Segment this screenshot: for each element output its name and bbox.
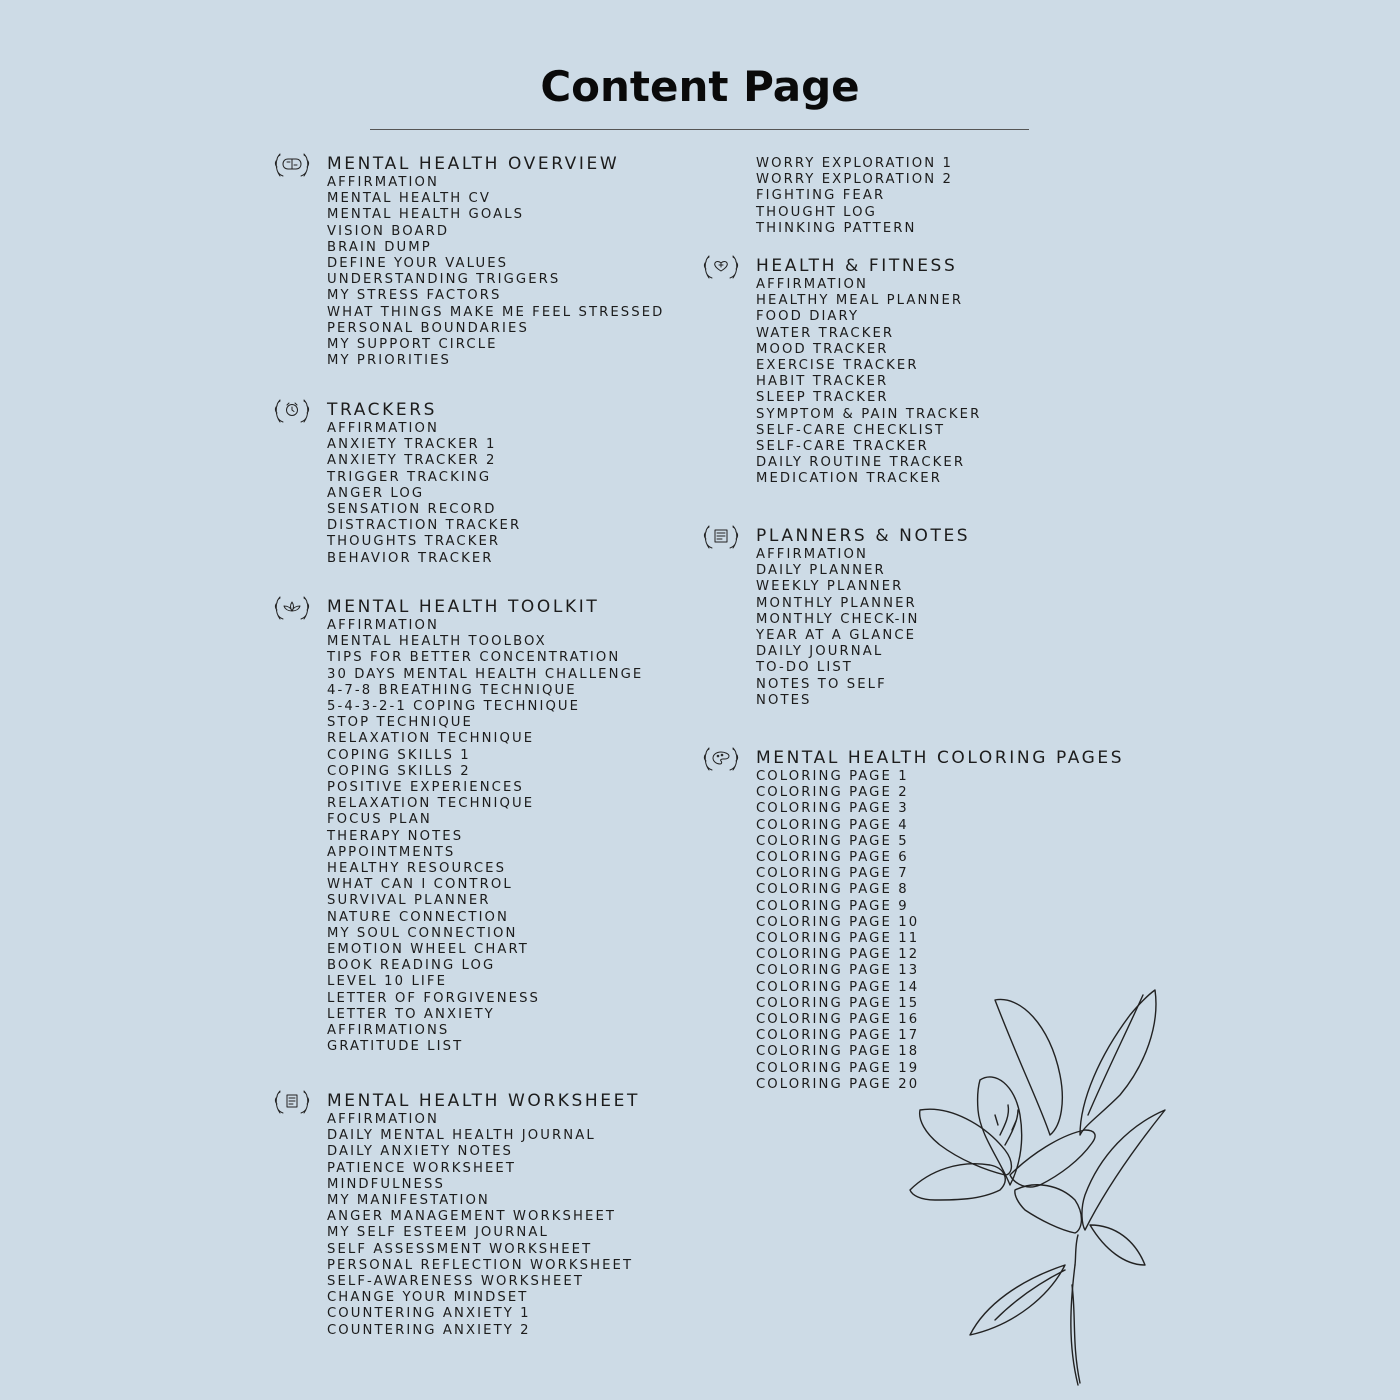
toc-item: LETTER OF FORGIVENESS bbox=[327, 990, 541, 1006]
toc-item: 30 DAYS MENTAL HEALTH CHALLENGE bbox=[327, 666, 644, 682]
toc-item: SELF-CARE CHECKLIST bbox=[756, 422, 946, 438]
toc-item: COLORING PAGE 9 bbox=[756, 898, 909, 914]
section-mental-health-worksheet bbox=[327, 1090, 640, 1339]
toc-item: RELAXATION TECHNIQUE bbox=[327, 796, 535, 812]
alarm-clock-icon bbox=[272, 395, 312, 425]
section-title: MENTAL HEALTH WORKSHEET bbox=[327, 1091, 640, 1111]
toc-item: MENTAL HEALTH GOALS bbox=[327, 207, 525, 223]
toc-item: MONTHLY PLANNER bbox=[756, 595, 917, 611]
toc-item: TO-DO LIST bbox=[756, 660, 853, 676]
toc-item: LEVEL 10 LIFE bbox=[327, 974, 447, 990]
section-header bbox=[272, 399, 521, 421]
toc-item: PERSONAL REFLECTION WORKSHEET bbox=[327, 1257, 634, 1273]
toc-item: PERSONAL BOUNDARIES bbox=[327, 320, 529, 336]
toc-item: COLORING PAGE 15 bbox=[756, 995, 920, 1011]
toc-item: FIGHTING FEAR bbox=[756, 188, 886, 204]
toc-item: DAILY MENTAL HEALTH JOURNAL bbox=[327, 1128, 596, 1144]
page-title: Content Page bbox=[540, 62, 860, 111]
toc-item: VISION BOARD bbox=[327, 223, 450, 239]
toc-item: MY SOUL CONNECTION bbox=[327, 925, 518, 941]
section-worksheet-continued bbox=[756, 156, 953, 237]
toc-item: AFFIRMATION bbox=[327, 175, 439, 190]
section-planners-notes bbox=[756, 525, 970, 709]
toc-item: HABIT TRACKER bbox=[756, 374, 889, 390]
item-list bbox=[327, 618, 643, 1055]
toc-item: HEALTHY RESOURCES bbox=[327, 861, 507, 877]
toc-item: AFFIRMATION bbox=[327, 421, 439, 436]
toc-item: DAILY ANXIETY NOTES bbox=[327, 1144, 514, 1160]
worksheet-icon bbox=[272, 1086, 312, 1116]
item-list bbox=[327, 175, 664, 369]
toc-item: SELF-CARE TRACKER bbox=[756, 439, 929, 455]
toc-item: COUNTERING ANXIETY 2 bbox=[327, 1322, 531, 1338]
toc-item: POSITIVE EXPERIENCES bbox=[327, 780, 524, 796]
toc-item: THINKING PATTERN bbox=[756, 220, 917, 236]
toc-item: MY SUPPORT CIRCLE bbox=[327, 337, 498, 353]
toc-item: DAILY ROUTINE TRACKER bbox=[756, 455, 966, 471]
toc-item: DAILY PLANNER bbox=[756, 563, 886, 579]
section-mental-health-overview bbox=[327, 153, 664, 369]
toc-item: MEDICATION TRACKER bbox=[756, 471, 942, 487]
brain-icon bbox=[272, 149, 312, 179]
toc-item: TIPS FOR BETTER CONCENTRATION bbox=[327, 650, 621, 666]
toc-item: 4-7-8 BREATHING TECHNIQUE bbox=[327, 682, 577, 698]
section-header bbox=[272, 1090, 640, 1112]
section-health-fitness bbox=[756, 255, 981, 488]
toc-item: COLORING PAGE 11 bbox=[756, 931, 920, 947]
lily-illustration bbox=[900, 985, 1170, 1390]
toc-item: MOOD TRACKER bbox=[756, 341, 889, 357]
item-list bbox=[327, 421, 521, 567]
toc-item: AFFIRMATION bbox=[756, 547, 868, 562]
toc-item: COLORING PAGE 16 bbox=[756, 1012, 920, 1028]
toc-item: NATURE CONNECTION bbox=[327, 909, 510, 925]
toc-item: SURVIVAL PLANNER bbox=[327, 893, 491, 909]
toc-item: COLORING PAGE 1 bbox=[756, 769, 909, 784]
toc-item: ANXIETY TRACKER 1 bbox=[327, 437, 497, 453]
toc-item: HEALTHY MEAL PLANNER bbox=[756, 293, 964, 309]
toc-item: AFFIRMATION bbox=[756, 277, 868, 292]
toc-item: BEHAVIOR TRACKER bbox=[327, 550, 494, 566]
toc-item: COLORING PAGE 2 bbox=[756, 785, 909, 801]
toc-item: WEEKLY PLANNER bbox=[756, 579, 904, 595]
toc-item: GRATITUDE LIST bbox=[327, 1039, 464, 1055]
toc-item: ANGER LOG bbox=[327, 485, 425, 501]
toc-item: SENSATION RECORD bbox=[327, 502, 497, 518]
toc-item: MY PRIORITIES bbox=[327, 353, 452, 369]
toc-item: MY STRESS FACTORS bbox=[327, 288, 502, 304]
toc-item: SELF ASSESSMENT WORKSHEET bbox=[327, 1241, 593, 1257]
toc-item: 5-4-3-2-1 COPING TECHNIQUE bbox=[327, 699, 581, 715]
section-title: MENTAL HEALTH TOOLKIT bbox=[327, 597, 600, 617]
section-title: PLANNERS & NOTES bbox=[756, 526, 971, 546]
toc-item: DISTRACTION TRACKER bbox=[327, 518, 522, 534]
section-title: TRACKERS bbox=[327, 400, 438, 420]
toc-item: EMOTION WHEEL CHART bbox=[327, 942, 529, 958]
toc-item: AFFIRMATIONS bbox=[327, 1023, 450, 1039]
toc-item: MENTAL HEALTH CV bbox=[327, 191, 491, 207]
section-title: MENTAL HEALTH OVERVIEW bbox=[327, 154, 620, 174]
toc-item: ANXIETY TRACKER 2 bbox=[327, 453, 497, 469]
item-list bbox=[327, 1112, 640, 1339]
toc-item: THERAPY NOTES bbox=[327, 828, 464, 844]
toc-item: COLORING PAGE 4 bbox=[756, 817, 909, 833]
toc-item: FOOD DIARY bbox=[756, 309, 860, 325]
toc-item: COLORING PAGE 7 bbox=[756, 866, 909, 882]
palette-icon bbox=[701, 743, 741, 773]
section-header bbox=[701, 747, 1124, 769]
notes-icon bbox=[701, 521, 741, 551]
toc-item: TRIGGER TRACKING bbox=[327, 469, 492, 485]
toc-item: NOTES TO SELF bbox=[756, 676, 887, 692]
toc-item: COLORING PAGE 8 bbox=[756, 882, 909, 898]
toc-item: COLORING PAGE 20 bbox=[756, 1076, 920, 1092]
toc-item: PATIENCE WORKSHEET bbox=[327, 1160, 517, 1176]
section-header bbox=[272, 153, 664, 175]
toc-item: DEFINE YOUR VALUES bbox=[327, 256, 509, 272]
toc-item: COUNTERING ANXIETY 1 bbox=[327, 1306, 531, 1322]
title-divider bbox=[370, 129, 1029, 130]
section-title: HEALTH & FITNESS bbox=[756, 256, 958, 276]
toc-item: COLORING PAGE 6 bbox=[756, 850, 909, 866]
toc-item: SLEEP TRACKER bbox=[756, 390, 889, 406]
toc-item: WORRY EXPLORATION 1 bbox=[756, 156, 954, 171]
toc-item: COLORING PAGE 12 bbox=[756, 947, 920, 963]
toc-item: MY MANIFESTATION bbox=[327, 1193, 490, 1209]
toc-item: WHAT THINGS MAKE ME FEEL STRESSED bbox=[327, 304, 665, 320]
toc-item: COLORING PAGE 18 bbox=[756, 1044, 920, 1060]
toc-item: COLORING PAGE 5 bbox=[756, 833, 909, 849]
toc-item: SELF-AWARENESS WORKSHEET bbox=[327, 1274, 585, 1290]
section-header bbox=[272, 596, 643, 618]
toc-item: FOCUS PLAN bbox=[327, 812, 432, 828]
toc-item: COPING SKILLS 2 bbox=[327, 763, 471, 779]
toc-item: COLORING PAGE 10 bbox=[756, 914, 920, 930]
item-list bbox=[756, 277, 981, 488]
toc-item: WORRY EXPLORATION 2 bbox=[756, 172, 954, 188]
toc-item: COLORING PAGE 19 bbox=[756, 1060, 920, 1076]
toc-item: MENTAL HEALTH TOOLBOX bbox=[327, 634, 547, 650]
toc-item: BOOK READING LOG bbox=[327, 958, 496, 974]
toc-item: COLORING PAGE 3 bbox=[756, 801, 909, 817]
toc-item: THOUGHTS TRACKER bbox=[327, 534, 501, 550]
toc-item: NOTES bbox=[756, 692, 812, 708]
lotus-icon bbox=[272, 592, 312, 622]
toc-item: MY SELF ESTEEM JOURNAL bbox=[327, 1225, 549, 1241]
toc-item: STOP TECHNIQUE bbox=[327, 715, 473, 731]
toc-item: MINDFULNESS bbox=[327, 1176, 445, 1192]
section-title: MENTAL HEALTH COLORING PAGES bbox=[756, 748, 1125, 768]
toc-item: APPOINTMENTS bbox=[327, 844, 456, 860]
toc-item: LETTER TO ANXIETY bbox=[327, 1006, 495, 1022]
toc-item: WHAT CAN I CONTROL bbox=[327, 877, 513, 893]
item-list bbox=[756, 547, 970, 709]
toc-item: ANGER MANAGEMENT WORKSHEET bbox=[327, 1209, 617, 1225]
toc-item: MONTHLY CHECK-IN bbox=[756, 611, 920, 627]
toc-item: SYMPTOM & PAIN TRACKER bbox=[756, 406, 982, 422]
section-mental-health-toolkit bbox=[327, 596, 643, 1055]
toc-item: AFFIRMATION bbox=[327, 1112, 439, 1127]
toc-item: BRAIN DUMP bbox=[327, 239, 432, 255]
toc-item: UNDERSTANDING TRIGGERS bbox=[327, 272, 561, 288]
item-list bbox=[756, 156, 953, 237]
toc-item: COPING SKILLS 1 bbox=[327, 747, 471, 763]
section-trackers bbox=[327, 399, 521, 567]
toc-item: AFFIRMATION bbox=[327, 618, 439, 633]
toc-item: THOUGHT LOG bbox=[756, 204, 877, 220]
toc-item: EXERCISE TRACKER bbox=[756, 358, 919, 374]
toc-item: COLORING PAGE 14 bbox=[756, 979, 920, 995]
toc-item: CHANGE YOUR MINDSET bbox=[327, 1290, 529, 1306]
toc-item: COLORING PAGE 17 bbox=[756, 1028, 920, 1044]
section-header bbox=[701, 525, 970, 547]
toc-item: WATER TRACKER bbox=[756, 325, 895, 341]
toc-item: DAILY JOURNAL bbox=[756, 644, 884, 660]
section-header bbox=[701, 255, 981, 277]
toc-item: COLORING PAGE 13 bbox=[756, 963, 920, 979]
toc-item: RELAXATION TECHNIQUE bbox=[327, 731, 535, 747]
toc-item: YEAR AT A GLANCE bbox=[756, 628, 917, 644]
heart-icon bbox=[701, 251, 741, 281]
